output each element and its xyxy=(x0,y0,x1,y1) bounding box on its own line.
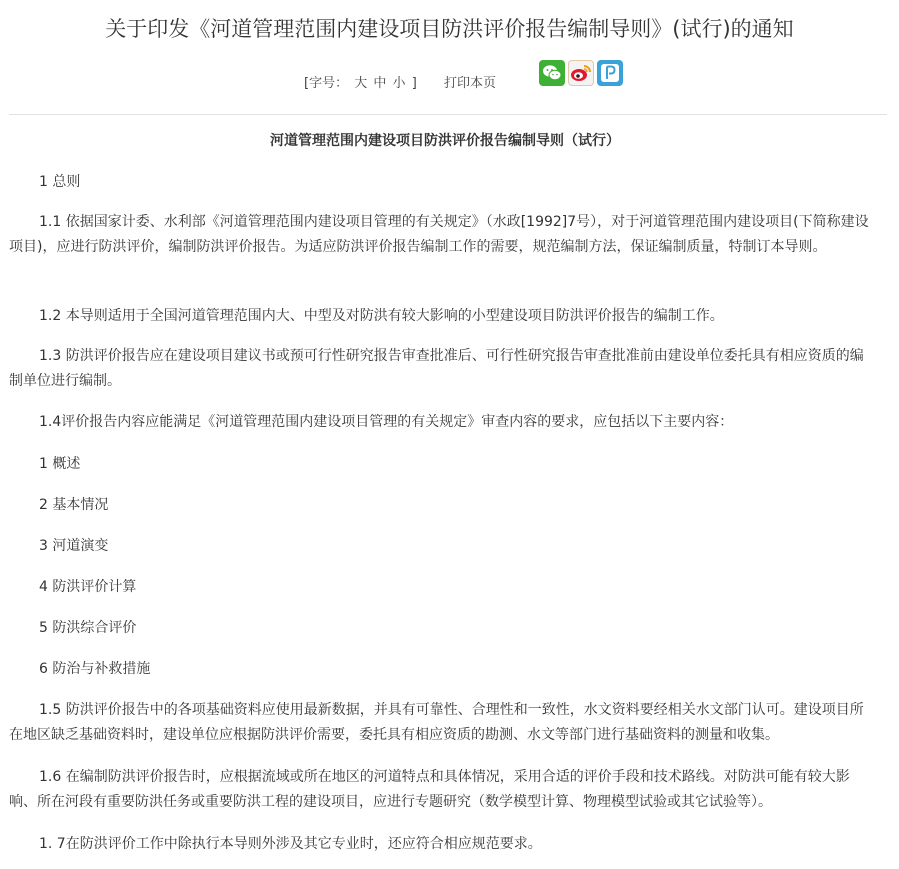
paragraph-1-3: 1.3 防洪评价报告应在建设项目建议书或预可行性研究报告审查批准后、可行性研究报告审查批准前由建设单位委托具有相应资质的编制单位进行编制。 xyxy=(9,348,864,389)
page-title: 关于印发《河道管理范围内建设项目防洪评价报告编制导则》(试行)的通知 xyxy=(105,17,794,41)
paragraph-1-1: 1.1 依据国家计委、水利部《河道管理范围内建设项目管理的有关规定》（水政[1992]7号），对于河道管理范围内建设项目(下简称建设项目)，应进行防洪评价，编制防洪评价报告。为适应防洪评价报告编制工作的需要，规范编制方法，保证编制质量，特制订本导则。 xyxy=(9,214,869,255)
font-size-medium-button[interactable]: 中 xyxy=(373,76,387,91)
list-item: 6 防治与补救措施 xyxy=(39,661,151,677)
print-page-link[interactable]: 打印本页 xyxy=(444,76,497,91)
font-size-prefix: [字号： xyxy=(304,76,349,91)
font-size-suffix: ] xyxy=(411,76,417,91)
font-size-large-button[interactable]: 大 xyxy=(354,76,368,91)
paragraph-1-2: 1.2 本导则适用于全国河道管理范围内大、中型及对防洪有较大影响的小型建设项目防洪评价报告的编制工作。 xyxy=(39,308,724,324)
weibo-share-button[interactable] xyxy=(568,60,594,86)
paragraph-1-4: 1.4评价报告内容应能满足《河道管理范围内建设项目管理的有关规定》审查内容的要求，应包括以下主要内容： xyxy=(39,414,734,430)
paragraph-1-6: 1.6 在编制防洪评价报告时，应根据流域或所在地区的河道特点和具体情况，采用合适的评价手段和技术路线。对防洪可能有较大影响、所在河段有重要防洪任务或重要防洪工程的建设项目，应进行专题研究（数学模型计算、物理模型试验或其它试验等）。 xyxy=(9,769,850,810)
list-item: 4 防洪评价计算 xyxy=(39,579,137,595)
list-item: 1 概述 xyxy=(39,456,81,472)
article-toolbar xyxy=(0,60,899,92)
header-divider xyxy=(9,114,887,115)
section-heading: 1 总则 xyxy=(39,174,81,190)
paragraph-1-7: 1. 7在防洪评价工作中除执行本导则外涉及其它专业时，还应符合相应规范要求。 xyxy=(39,836,542,852)
qzone-icon xyxy=(600,63,620,83)
wechat-icon xyxy=(542,64,562,82)
list-item: 2 基本情况 xyxy=(39,497,109,513)
list-item: 5 防洪综合评价 xyxy=(39,620,137,636)
share-buttons xyxy=(539,60,623,86)
article-title: 河道管理范围内建设项目防洪评价报告编制导则（试行） xyxy=(270,133,620,149)
font-size-control xyxy=(303,72,418,91)
font-size-small-button[interactable]: 小 xyxy=(392,76,406,91)
wechat-share-button[interactable] xyxy=(539,60,565,86)
qzone-share-button[interactable] xyxy=(597,60,623,86)
list-item: 3 河道演变 xyxy=(39,538,109,554)
weibo-icon xyxy=(570,63,592,83)
paragraph-1-5: 1.5 防洪评价报告中的各项基础资料应使用最新数据，并具有可靠性、合理性和一致性，水文资料要经相关水文部门认可。建设项目所在地区缺乏基础资料时，建设单位应根据防洪评价需要，委托具有相应资质的勘测、水文等部门进行基础资料的测量和收集。 xyxy=(9,702,864,743)
